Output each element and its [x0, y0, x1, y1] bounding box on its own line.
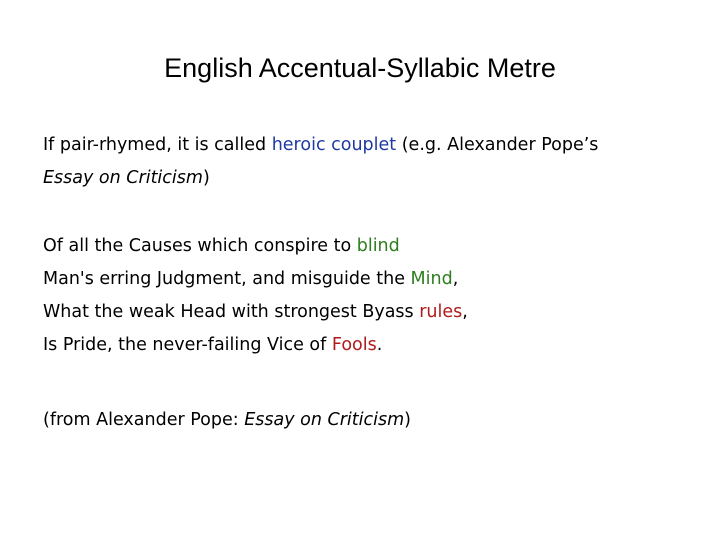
work-title: Essay on Criticism — [43, 168, 203, 188]
poem-line — [43, 296, 703, 329]
poem-line-text: Is Pride, the never-failing Vice of — [43, 335, 332, 355]
rhyme-word: Fools — [331, 335, 377, 355]
slide-title: English Accentual-Syllabic Metre — [164, 53, 556, 83]
poem-line-punct: . — [376, 335, 383, 355]
poem-excerpt — [43, 230, 703, 362]
source-citation — [43, 404, 703, 437]
citation-prefix: (from Alexander Pope: — [43, 410, 245, 430]
citation-line — [43, 404, 703, 437]
poem-line-text: Of all the Causes which conspire to — [43, 236, 357, 256]
poem-line — [43, 329, 703, 362]
rhyme-word: Mind — [410, 269, 453, 289]
poem-line-punct: , — [452, 269, 459, 289]
rhyme-word: rules — [419, 302, 463, 322]
intro-line-2 — [43, 162, 703, 195]
intro-text: If pair-rhymed, it is called — [43, 135, 272, 155]
poem-line-text: Man's erring Judgment, and misguide the — [43, 269, 411, 289]
rhyme-word: blind — [356, 236, 400, 256]
poem-line — [43, 263, 703, 296]
poem-line-punct: , — [462, 302, 468, 322]
intro-close: ) — [202, 168, 210, 188]
intro-example: (e.g. Alexander Pope’s — [396, 135, 599, 155]
citation-work-title: Essay on Criticism — [244, 410, 405, 430]
poem-line — [43, 230, 703, 263]
intro-paragraph — [43, 129, 703, 195]
citation-suffix: ) — [404, 410, 411, 430]
poem-line-text: What the weak Head with strongest Byass — [43, 302, 420, 322]
intro-line-1 — [43, 129, 703, 162]
heroic-couplet-term: heroic couplet — [271, 135, 397, 155]
